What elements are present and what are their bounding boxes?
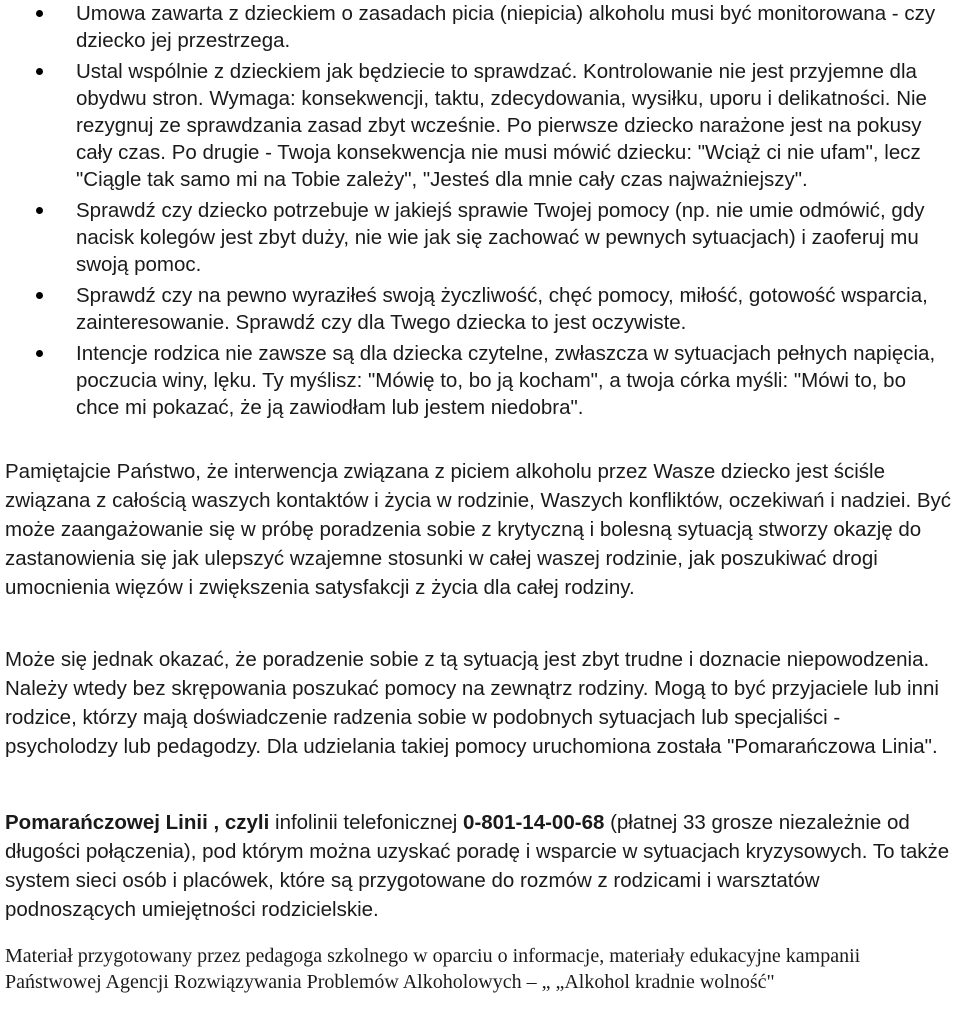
bullet-text: Sprawdź czy na pewno wyraziłeś swoją życzliwość, chęć pomocy, miłość, gotowość wsparcia, zainteresowanie. Sprawdź czy dla Twego dziecka to jest oczywiste.	[76, 284, 928, 334]
bullet-text: Ustal wspólnie z dzieckiem jak będziecie to sprawdzać. Kontrolowanie nie jest przyjemne dla obydwu stron. Wymaga: konsekwencji, taktu, zdecydowania, wysiłku, uporu i delikatności. Nie rezygnuj ze sprawdzania zasad zbyt wcześnie. Po pierwsze dziecko narażone jest na pokusy cały czas. Po drugie - Twoja konsekwencja nie musi mówić dziecku: "Wciąż ci nie ufam", lecz "Ciągle tak samo mi na Tobie zależy", "Jesteś dla mnie cały czas najważniejszy".	[76, 60, 927, 191]
bullet-icon	[36, 292, 43, 299]
helpline-text-a: infolinii telefonicznej	[269, 811, 464, 834]
bullet-icon	[36, 350, 43, 357]
source-footnote: Materiał przygotowany przez pedagoga szkolnego w oparciu o informacje, materiały edukacyjne kampanii Państwowej Agencji Rozwiązywania Problemów Alkoholowych – „ „Alkohol kradnie wolność"	[5, 945, 861, 993]
helpline-phone-number: 0-801-14-00-68	[463, 811, 605, 834]
paragraph-seek-help: Może się jednak okazać, że poradzenie sobie z tą sytuacją jest zbyt trudne i doznacie niepowodzenia. Należy wtedy bez skrępowania poszukać pomocy na zewnątrz rodziny. Mogą to być przyjaciele lub inni rodzice, którzy mają doświadczenie radzenia sobie w podobnych sytuacjach lub specjaliści - psycholodzy lub pedagodzy. Dla udzielania takiej pomocy uruchomiona została "Pomarańczowa Linia".	[5, 648, 939, 758]
bullet-text: Sprawdź czy dziecko potrzebuje w jakiejś sprawie Twojej pomocy (np. nie umie odmówić, gdy nacisk kolegów jest zbyt duży, nie wie jak się zachować w pewnych sytuacjach) i zaoferuj mu swoją pomoc.	[76, 199, 925, 276]
bullet-item	[36, 0, 954, 54]
bullet-icon	[36, 207, 43, 214]
helpline-separator: , czyli	[207, 811, 270, 834]
bullet-item	[36, 340, 954, 421]
paragraph-family-context: Pamiętajcie Państwo, że interwencja związana z piciem alkoholu przez Wasze dziecko jest ściśle związana z całością waszych kontaktów i życia w rodzinie, Waszych konfliktów, oczekiwań i nadziei. Być może zaangażowanie się w próbę poradzenia sobie z krytyczną i bolesną sytuacją stworzy okazję do zastanowienia się jak ulepszyć wzajemne stosunki w całej waszej rodzinie, jak poszukiwać drogi umocnienia więzów i zwiększenia satysfakcji z życia dla całej rodziny.	[5, 460, 952, 599]
helpline-name: Pomarańczowej Linii	[5, 811, 208, 834]
paragraph-helpline	[5, 808, 953, 924]
bullet-text: Intencje rodzica nie zawsze są dla dziecka czytelne, zwłaszcza w sytuacjach pełnych napięcia, poczucia winy, lęku. Ty myślisz: "Mówię to, bo ją kocham", a twoja córka myśli: "Mówi to, bo chce mi pokazać, że ją zawiodłam lub jestem niedobra".	[76, 342, 936, 419]
bullet-text: Umowa zawarta z dzieckiem o zasadach picia (niepicia) alkoholu musi być monitorowana - czy dziecko jej przestrzega.	[76, 2, 936, 52]
bullet-item	[36, 282, 954, 336]
helpline-text-b: (płatnej 33 grosze niezależnie od długości połączenia), pod którym można uzyskać poradę i wsparcie w sytuacjach kryzysowych. To także system sieci osób i placówek, które są przygotowane do rozmów z rodzicami i warsztatów podnoszących umiejętności rodzicielskie.	[5, 811, 950, 921]
tips-bullet-list	[36, 0, 954, 425]
bullet-item	[36, 197, 954, 278]
bullet-icon	[36, 68, 43, 75]
bullet-item	[36, 58, 954, 193]
bullet-icon	[36, 10, 43, 17]
